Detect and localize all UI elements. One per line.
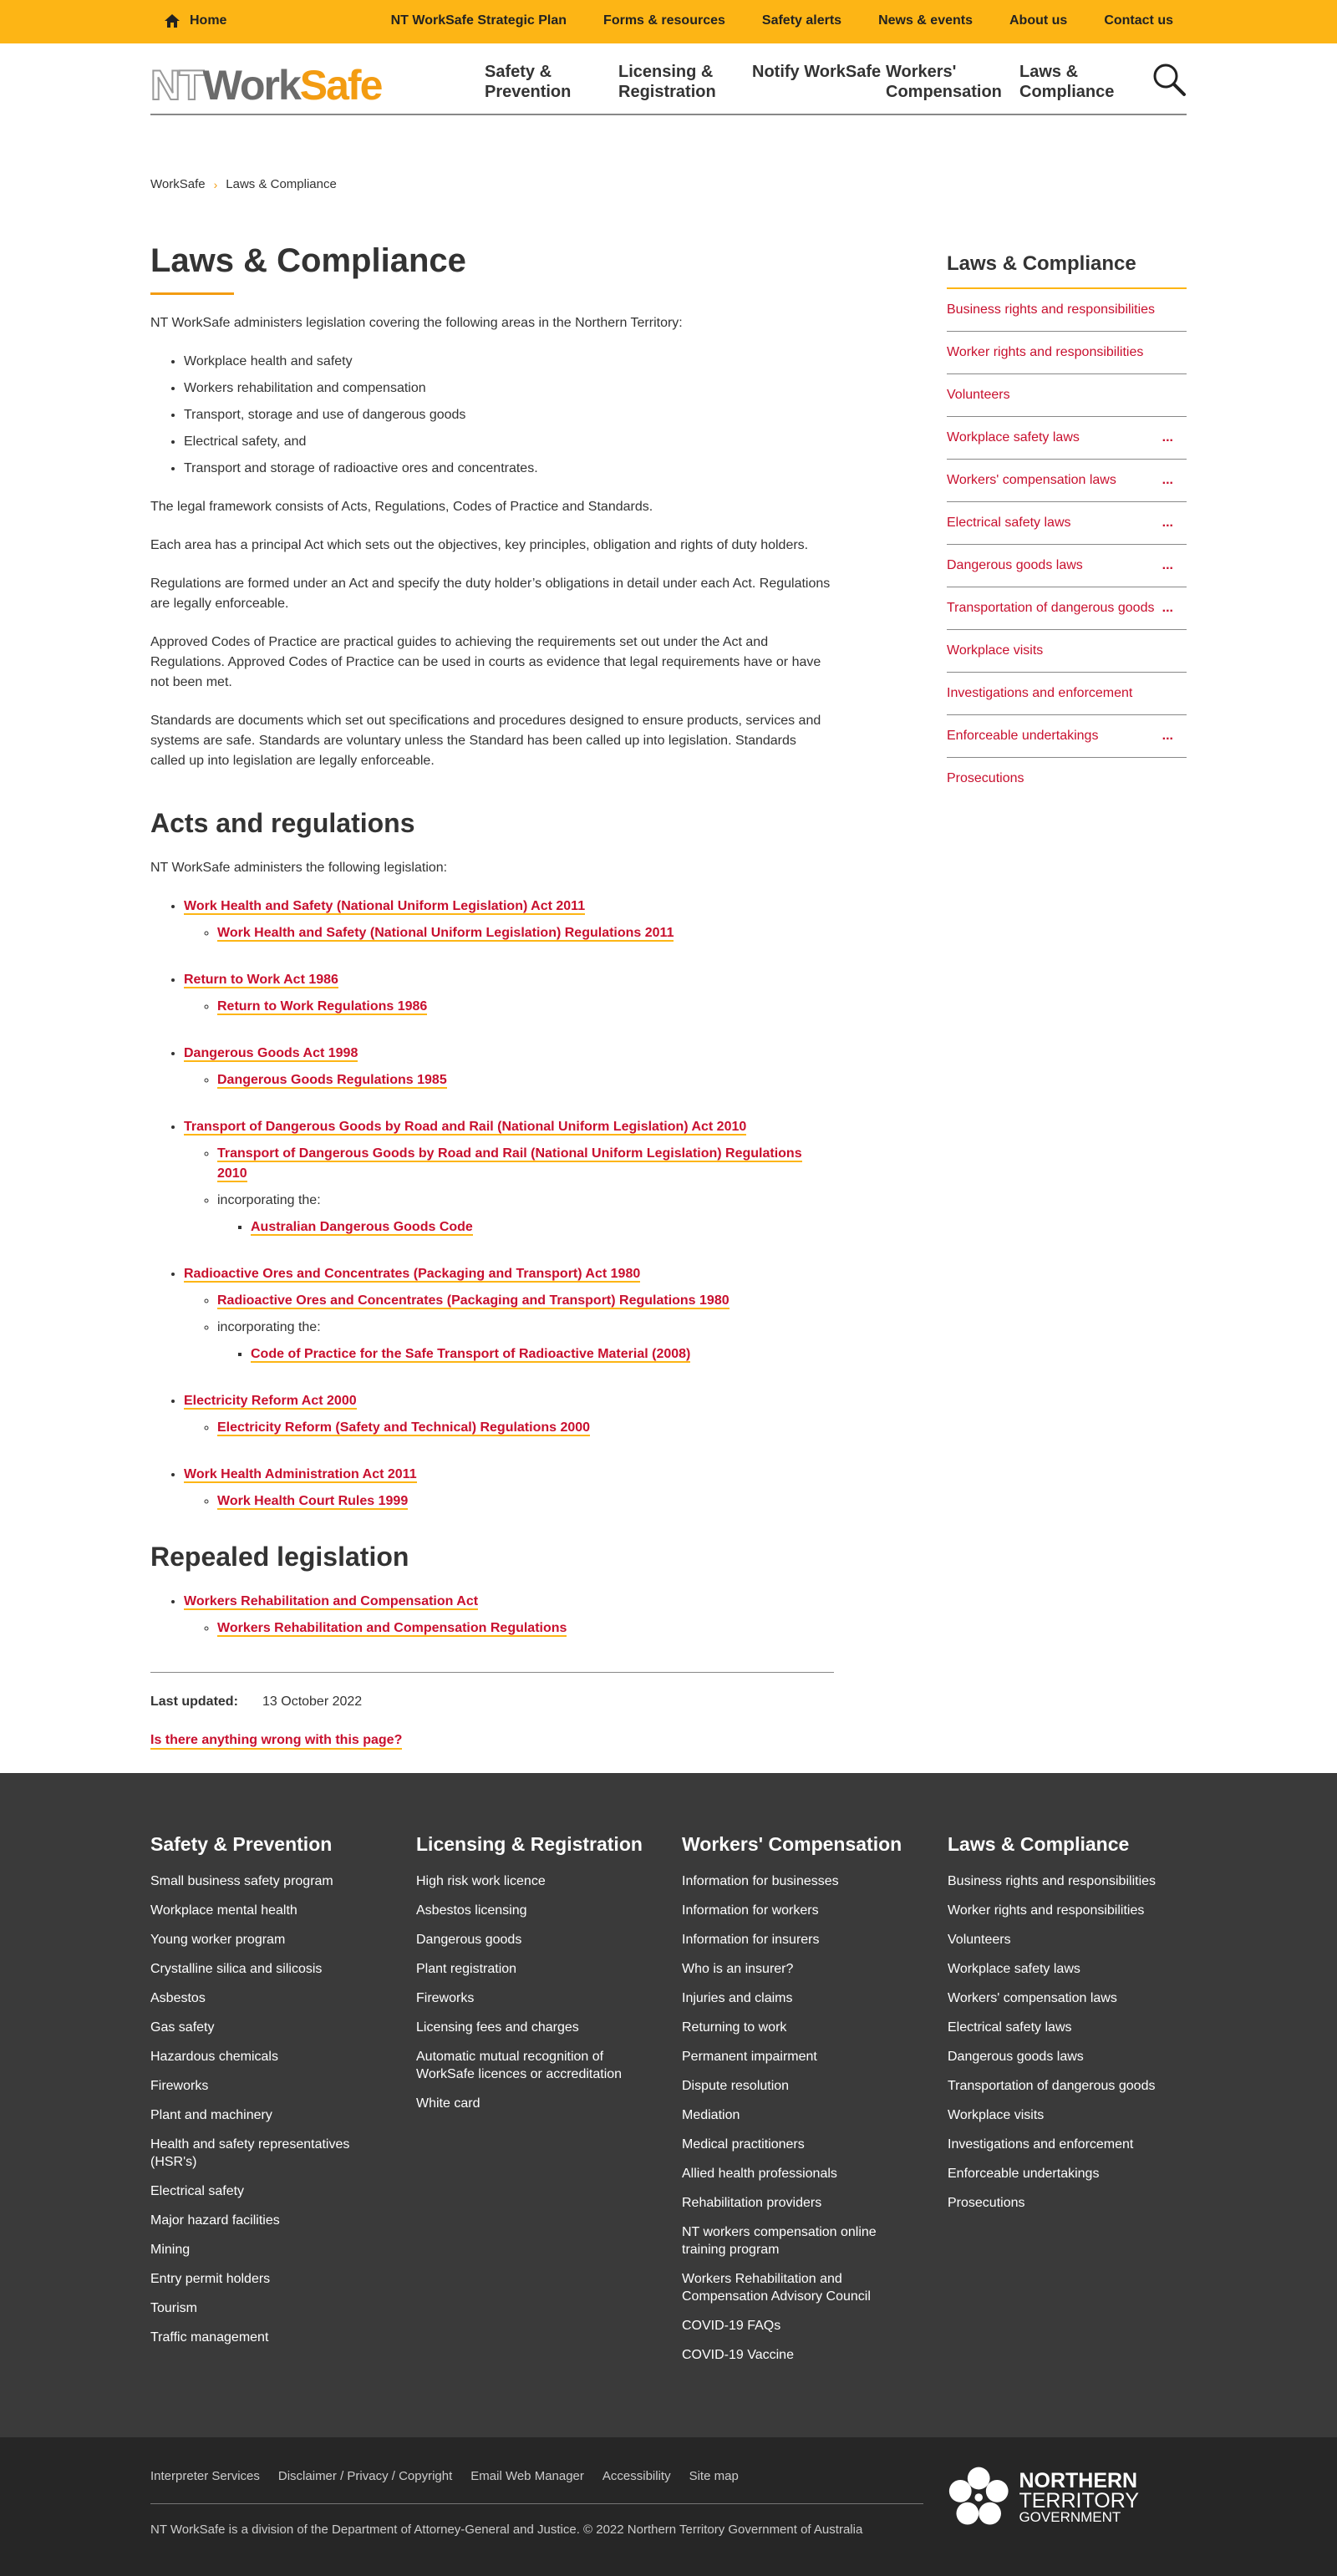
list-item	[184, 1264, 834, 1364]
main-content	[150, 236, 834, 1750]
footer-link[interactable]: Workers' compensation laws	[948, 1991, 1117, 2005]
nt-logo-line2: TERRITORY	[1019, 2489, 1139, 2512]
nt-logo-line3: GOVERNMENT	[1019, 2509, 1121, 2525]
list-item	[184, 1391, 834, 1438]
nav-licensing-registration[interactable]: Licensing & Registration	[618, 63, 716, 101]
sub-footer-links	[150, 2469, 739, 2483]
act-link[interactable]: Transport of Dangerous Goods by Road and Rail (National Uniform Legislation) Act 2010	[184, 1120, 747, 1134]
sidebar-item-label: Business rights and responsibilities	[947, 302, 1156, 317]
home-link[interactable]	[164, 13, 226, 28]
sidebar-item-workplace-visits[interactable]	[947, 630, 1187, 673]
rules-link[interactable]: Work Health Court Rules 1999	[217, 1494, 409, 1508]
list-item	[184, 1044, 834, 1090]
sidebar-item-worker-rights[interactable]	[947, 332, 1187, 374]
sidebar-item-label: Prosecutions	[947, 771, 1024, 785]
breadcrumb-worksafe[interactable]: WorkSafe	[150, 177, 206, 191]
regulation-link[interactable]: Transport of Dangerous Goods by Road and Rail (National Uniform Legislation) Regulations 2010	[217, 1146, 802, 1181]
footer-link[interactable]: Gas safety	[150, 2020, 215, 2035]
sidebar-item-dangerous-goods-laws[interactable]	[947, 545, 1187, 587]
footer-link[interactable]: Permanent impairment	[682, 2050, 817, 2064]
list-item	[217, 923, 834, 943]
footer-link[interactable]: Fireworks	[416, 1991, 475, 2005]
last-updated-label: Last updated:	[150, 1694, 238, 1709]
content-divider	[150, 1672, 834, 1673]
footer-link[interactable]: Workplace mental health	[150, 1903, 297, 1918]
footer-column-safety	[150, 1833, 401, 2358]
footer-link[interactable]: Transportation of dangerous goods	[948, 2079, 1156, 2093]
footer-column-workers-comp	[682, 1833, 933, 2375]
footer-link[interactable]: Plant and machinery	[150, 2108, 272, 2122]
utility-link-strategic-plan[interactable]: NT WorkSafe Strategic Plan	[390, 13, 567, 28]
footer-link[interactable]: Injuries and claims	[682, 1991, 793, 2005]
footer-link[interactable]: Dangerous goods laws	[948, 2050, 1084, 2064]
search-icon	[1151, 62, 1187, 97]
footer-link[interactable]: Major hazard facilities	[150, 2213, 280, 2228]
utility-link-news[interactable]: News & events	[878, 13, 973, 28]
footer-link[interactable]: Health and safety representatives (HSR's)	[150, 2137, 350, 2169]
sub-footer	[0, 2437, 1337, 2576]
list-item	[217, 1291, 834, 1311]
nav-safety-prevention[interactable]: Safety & Prevention	[485, 63, 572, 101]
breadcrumb	[150, 177, 337, 191]
utility-bar	[0, 0, 1337, 43]
sidebar-item-prosecutions[interactable]	[947, 758, 1187, 800]
footer-link[interactable]: Investigations and enforcement	[948, 2137, 1134, 2152]
footer-column-title[interactable]: Laws & Compliance	[948, 1833, 1130, 1855]
regulation-link[interactable]: Electricity Reform (Safety and Technical) Regulations 2000	[217, 1420, 591, 1435]
interpreter-link[interactable]: Interpreter Services	[150, 2469, 260, 2483]
act-link[interactable]: Work Health Administration Act 2011	[184, 1467, 417, 1481]
footer-column-title[interactable]: Safety & Prevention	[150, 1833, 333, 1855]
chevron-right-icon: ›	[213, 177, 218, 191]
footer-link[interactable]: Enforceable undertakings	[948, 2167, 1100, 2181]
list-item	[217, 1491, 834, 1512]
sidebar-item-workers-compensation-laws[interactable]	[947, 460, 1187, 502]
site-footer	[0, 1773, 1337, 2437]
footer-link[interactable]: Business rights and responsibilities	[948, 1874, 1157, 1888]
footer-link[interactable]: Who is an insurer?	[682, 1962, 794, 1976]
footer-link[interactable]: Information for businesses	[682, 1874, 839, 1888]
nt-logo-line1: NORTHERN	[1019, 2469, 1138, 2492]
more-icon	[1173, 386, 1187, 404]
footer-link[interactable]: Prosecutions	[948, 2196, 1025, 2210]
sidebar-item-label: Volunteers	[947, 388, 1010, 402]
feedback-link[interactable]: Is there anything wrong with this page?	[150, 1733, 402, 1750]
paragraph: Standards are documents which set out specifications and procedures designed to ensure products, services and systems are safe. Standards are voluntary unless the Standard has been called up into legislation. Standards called up into legislation are legally enforceable.	[150, 714, 821, 768]
breadcrumb-current: Laws & Compliance	[226, 177, 337, 191]
footer-link[interactable]: Workers Rehabilitation and Compensation Advisory Council	[682, 2272, 871, 2304]
footer-link[interactable]: Plant registration	[416, 1962, 517, 1976]
sidebar-item-label: Workplace safety laws	[947, 430, 1080, 445]
more-icon	[1173, 301, 1187, 319]
footer-link[interactable]: Entry permit holders	[150, 2272, 271, 2286]
footer-link[interactable]: Small business safety program	[150, 1874, 333, 1888]
areas-list	[184, 352, 834, 479]
more-icon	[1173, 343, 1187, 362]
list-item	[251, 1344, 834, 1364]
more-icon[interactable]: ...	[1162, 601, 1173, 615]
footer-column-title[interactable]: Licensing & Registration	[416, 1833, 643, 1855]
footer-link[interactable]: Fireworks	[150, 2079, 209, 2093]
more-icon	[1173, 684, 1187, 703]
footer-link[interactable]: Volunteers	[948, 1933, 1011, 1947]
list-item	[251, 1217, 834, 1237]
list-item: • Workplace health and safety	[184, 352, 834, 372]
regulation-link[interactable]: Return to Work Regulations 1986	[217, 999, 428, 1014]
more-icon	[1173, 770, 1187, 788]
footer-link[interactable]: Information for insurers	[682, 1933, 820, 1947]
nav-workers-compensation[interactable]: Workers' Compensation	[886, 63, 1002, 101]
utility-link-about[interactable]: About us	[1009, 13, 1068, 28]
act-link[interactable]: Return to Work Act 1986	[184, 973, 338, 987]
footer-link[interactable]: Traffic management	[150, 2330, 269, 2345]
section-sidebar	[947, 252, 1187, 800]
footer-link[interactable]: Dangerous goods	[416, 1933, 522, 1947]
footer-link[interactable]: Medical practitioners	[682, 2137, 805, 2152]
list-item	[217, 1191, 834, 1237]
nt-government-logo[interactable]	[947, 2464, 1139, 2531]
sidebar-item-label: Transportation of dangerous goods	[947, 601, 1155, 615]
footer-link[interactable]: Workplace visits	[948, 2108, 1045, 2122]
sidebar-item-label: Electrical safety laws	[947, 516, 1071, 530]
utility-link-safety-alerts[interactable]: Safety alerts	[761, 13, 842, 28]
sidebar-item-volunteers[interactable]	[947, 374, 1187, 417]
list-item	[217, 1418, 834, 1438]
footer-link[interactable]: Asbestos licensing	[416, 1903, 527, 1918]
list-item	[184, 897, 834, 943]
paragraph: The legal framework consists of Acts, Regulations, Codes of Practice and Standards.	[150, 500, 653, 514]
acts-heading: Acts and regulations	[150, 808, 415, 838]
sidebar-item-label: Workplace visits	[947, 643, 1044, 658]
footer-link[interactable]: Tourism	[150, 2301, 198, 2315]
logo-nt: NT	[150, 62, 203, 109]
nt-logo-text	[1019, 2471, 1139, 2524]
page-title: Laws & Compliance	[150, 242, 466, 279]
repealed-heading: Repealed legislation	[150, 1542, 409, 1572]
footer-link[interactable]: Returning to work	[682, 2020, 787, 2035]
regulation-link[interactable]: Dangerous Goods Regulations 1985	[217, 1073, 447, 1087]
sidebar-item-electrical-safety-laws[interactable]	[947, 502, 1187, 545]
footer-link[interactable]: Rehabilitation providers	[682, 2196, 822, 2210]
footer-link[interactable]: Electrical safety	[150, 2184, 245, 2198]
sub-footer-divider	[150, 2503, 923, 2504]
utility-link-contact[interactable]: Contact us	[1104, 13, 1173, 28]
regulation-link[interactable]: Radioactive Ores and Concentrates (Packaging and Transport) Regulations 1980	[217, 1293, 730, 1308]
footer-link[interactable]: High risk work licence	[416, 1874, 546, 1888]
list-item	[217, 1144, 834, 1184]
utility-links	[391, 13, 1173, 28]
footer-link[interactable]: Licensing fees and charges	[416, 2020, 579, 2035]
list-item: • Transport, storage and use of dangerous goods	[184, 405, 834, 425]
home-icon	[164, 13, 180, 28]
list-item	[184, 1592, 834, 1639]
disclaimer-link[interactable]: Disclaimer / Privacy / Copyright	[277, 2469, 453, 2483]
act-link[interactable]: Work Health and Safety (National Uniform Legislation) Act 2011	[184, 899, 586, 913]
sidebar-item-label: Investigations and enforcement	[947, 686, 1133, 700]
nav-laws-compliance[interactable]: Laws & Compliance	[1019, 63, 1115, 101]
site-header	[150, 43, 1187, 115]
footer-link[interactable]: Young worker program	[150, 1933, 286, 1947]
code-link[interactable]: Australian Dangerous Goods Code	[251, 1220, 473, 1234]
footer-link[interactable]: Hazardous chemicals	[150, 2050, 278, 2064]
sidebar-item-business-rights[interactable]	[947, 289, 1187, 332]
email-link[interactable]: Email Web Manager	[470, 2469, 584, 2483]
more-icon[interactable]: ...	[1162, 430, 1173, 445]
repealed-regulation-link[interactable]: Workers Rehabilitation and Compensation Regulations	[217, 1621, 567, 1635]
act-link[interactable]: Radioactive Ores and Concentrates (Packaging and Transport) Act 1980	[184, 1267, 641, 1281]
more-icon[interactable]: ...	[1162, 558, 1173, 572]
incorporating-label: incorporating the:	[217, 1193, 321, 1207]
list-item	[184, 1465, 834, 1512]
accessibility-link[interactable]: Accessibility	[602, 2469, 671, 2483]
sidebar-item-label: Enforceable undertakings	[947, 729, 1099, 743]
sitemap-link[interactable]: Site map	[689, 2469, 739, 2483]
list-item: • Workers rehabilitation and compensation	[184, 379, 834, 399]
repealed-act-link[interactable]: Workers Rehabilitation and Compensation Act	[184, 1594, 479, 1608]
sidebar-item-transport-dangerous-goods[interactable]	[947, 587, 1187, 630]
more-icon[interactable]: ...	[1162, 729, 1173, 743]
site-logo[interactable]	[150, 62, 381, 109]
paragraph: Approved Codes of Practice are practical guides to achieving the requirements set out under the Act and Regulations. Approved Codes of Practice can be used in courts as evidence that legal requirements have or have not been met.	[150, 635, 821, 689]
repealed-list	[184, 1592, 834, 1639]
footer-link[interactable]: Mining	[150, 2243, 191, 2257]
code-link[interactable]: Code of Practice for the Safe Transport of Radioactive Material (2008)	[251, 1347, 691, 1361]
list-item: • Transport and storage of radioactive ores and concentrates.	[184, 459, 834, 479]
acts-intro: NT WorkSafe administers the following legislation:	[150, 861, 448, 875]
more-icon[interactable]: ...	[1162, 473, 1173, 487]
home-label: Home	[190, 13, 227, 28]
sidebar-item-label: Workers' compensation laws	[947, 473, 1116, 487]
copyright-text: NT WorkSafe is a division of the Department of Attorney-General and Justice. © 2022 Northern Territory Government of Australia	[150, 2523, 863, 2537]
utility-link-forms[interactable]: Forms & resources	[603, 13, 725, 28]
list-item	[184, 970, 834, 1017]
list-item	[217, 1618, 834, 1639]
nav-notify-worksafe[interactable]: Notify WorkSafe	[752, 63, 882, 81]
act-link[interactable]: Dangerous Goods Act 1998	[184, 1046, 358, 1060]
flower-icon	[947, 2464, 1010, 2531]
list-item: • Electrical safety, and	[184, 432, 834, 452]
list-item	[217, 997, 834, 1017]
sidebar-item-investigations[interactable]	[947, 673, 1187, 715]
footer-column-title[interactable]: Workers' Compensation	[682, 1833, 902, 1855]
paragraph: Regulations are formed under an Act and specify the duty holder’s obligations in detail under each Act. Regulations are legally enforceable.	[150, 577, 831, 611]
footer-link[interactable]: COVID-19 FAQs	[682, 2319, 781, 2333]
footer-link[interactable]: Electrical safety laws	[948, 2020, 1072, 2035]
paragraph: Each area has a principal Act which sets out the objectives, key principles, obligation and rights of duty holders.	[150, 538, 809, 552]
acts-list	[184, 897, 834, 1512]
footer-link[interactable]: Workplace safety laws	[948, 1962, 1080, 1976]
sidebar-item-workplace-safety-laws[interactable]	[947, 417, 1187, 460]
footer-link[interactable]: COVID-19 Vaccine	[682, 2348, 794, 2362]
logo-safe: Safe	[299, 62, 382, 109]
last-updated-date: 13 October 2022	[262, 1694, 363, 1709]
main-nav	[485, 62, 1153, 102]
footer-link[interactable]: Allied health professionals	[682, 2167, 837, 2181]
list-item	[217, 1070, 834, 1090]
intro-text: NT WorkSafe administers legislation covering the following areas in the Northern Territory:	[150, 316, 683, 330]
sidebar-item-enforceable-undertakings[interactable]	[947, 715, 1187, 758]
footer-link[interactable]: Automatic mutual recognition of WorkSafe licences or accreditation	[416, 2050, 623, 2081]
more-icon[interactable]: ...	[1162, 516, 1173, 530]
footer-link[interactable]: Worker rights and responsibilities	[948, 1903, 1145, 1918]
sidebar-item-label: Dangerous goods laws	[947, 558, 1083, 572]
list-item	[184, 1117, 834, 1237]
footer-link[interactable]: Asbestos	[150, 1991, 206, 2005]
footer-link[interactable]: Information for workers	[682, 1903, 819, 1918]
footer-link[interactable]: Dispute resolution	[682, 2079, 790, 2093]
last-updated	[150, 1694, 834, 1710]
footer-column-licensing	[416, 1833, 667, 2124]
footer-column-laws	[948, 1833, 1198, 2223]
logo-work: Work	[202, 62, 300, 109]
footer-link[interactable]: Mediation	[682, 2108, 740, 2122]
footer-link[interactable]: White card	[416, 2096, 480, 2111]
sidebar-title: Laws & Compliance	[947, 252, 1187, 289]
sidebar-item-label: Worker rights and responsibilities	[947, 345, 1144, 359]
more-icon	[1173, 642, 1187, 660]
footer-link[interactable]: Crystalline silica and silicosis	[150, 1962, 323, 1976]
footer-link[interactable]: NT workers compensation online training program	[682, 2225, 877, 2257]
act-link[interactable]: Electricity Reform Act 2000	[184, 1394, 357, 1408]
incorporating-label: incorporating the:	[217, 1320, 321, 1334]
regulation-link[interactable]: Work Health and Safety (National Uniform Legislation) Regulations 2011	[217, 926, 674, 940]
search-button[interactable]	[1151, 62, 1187, 97]
list-item	[217, 1318, 834, 1364]
title-underline	[150, 292, 234, 295]
